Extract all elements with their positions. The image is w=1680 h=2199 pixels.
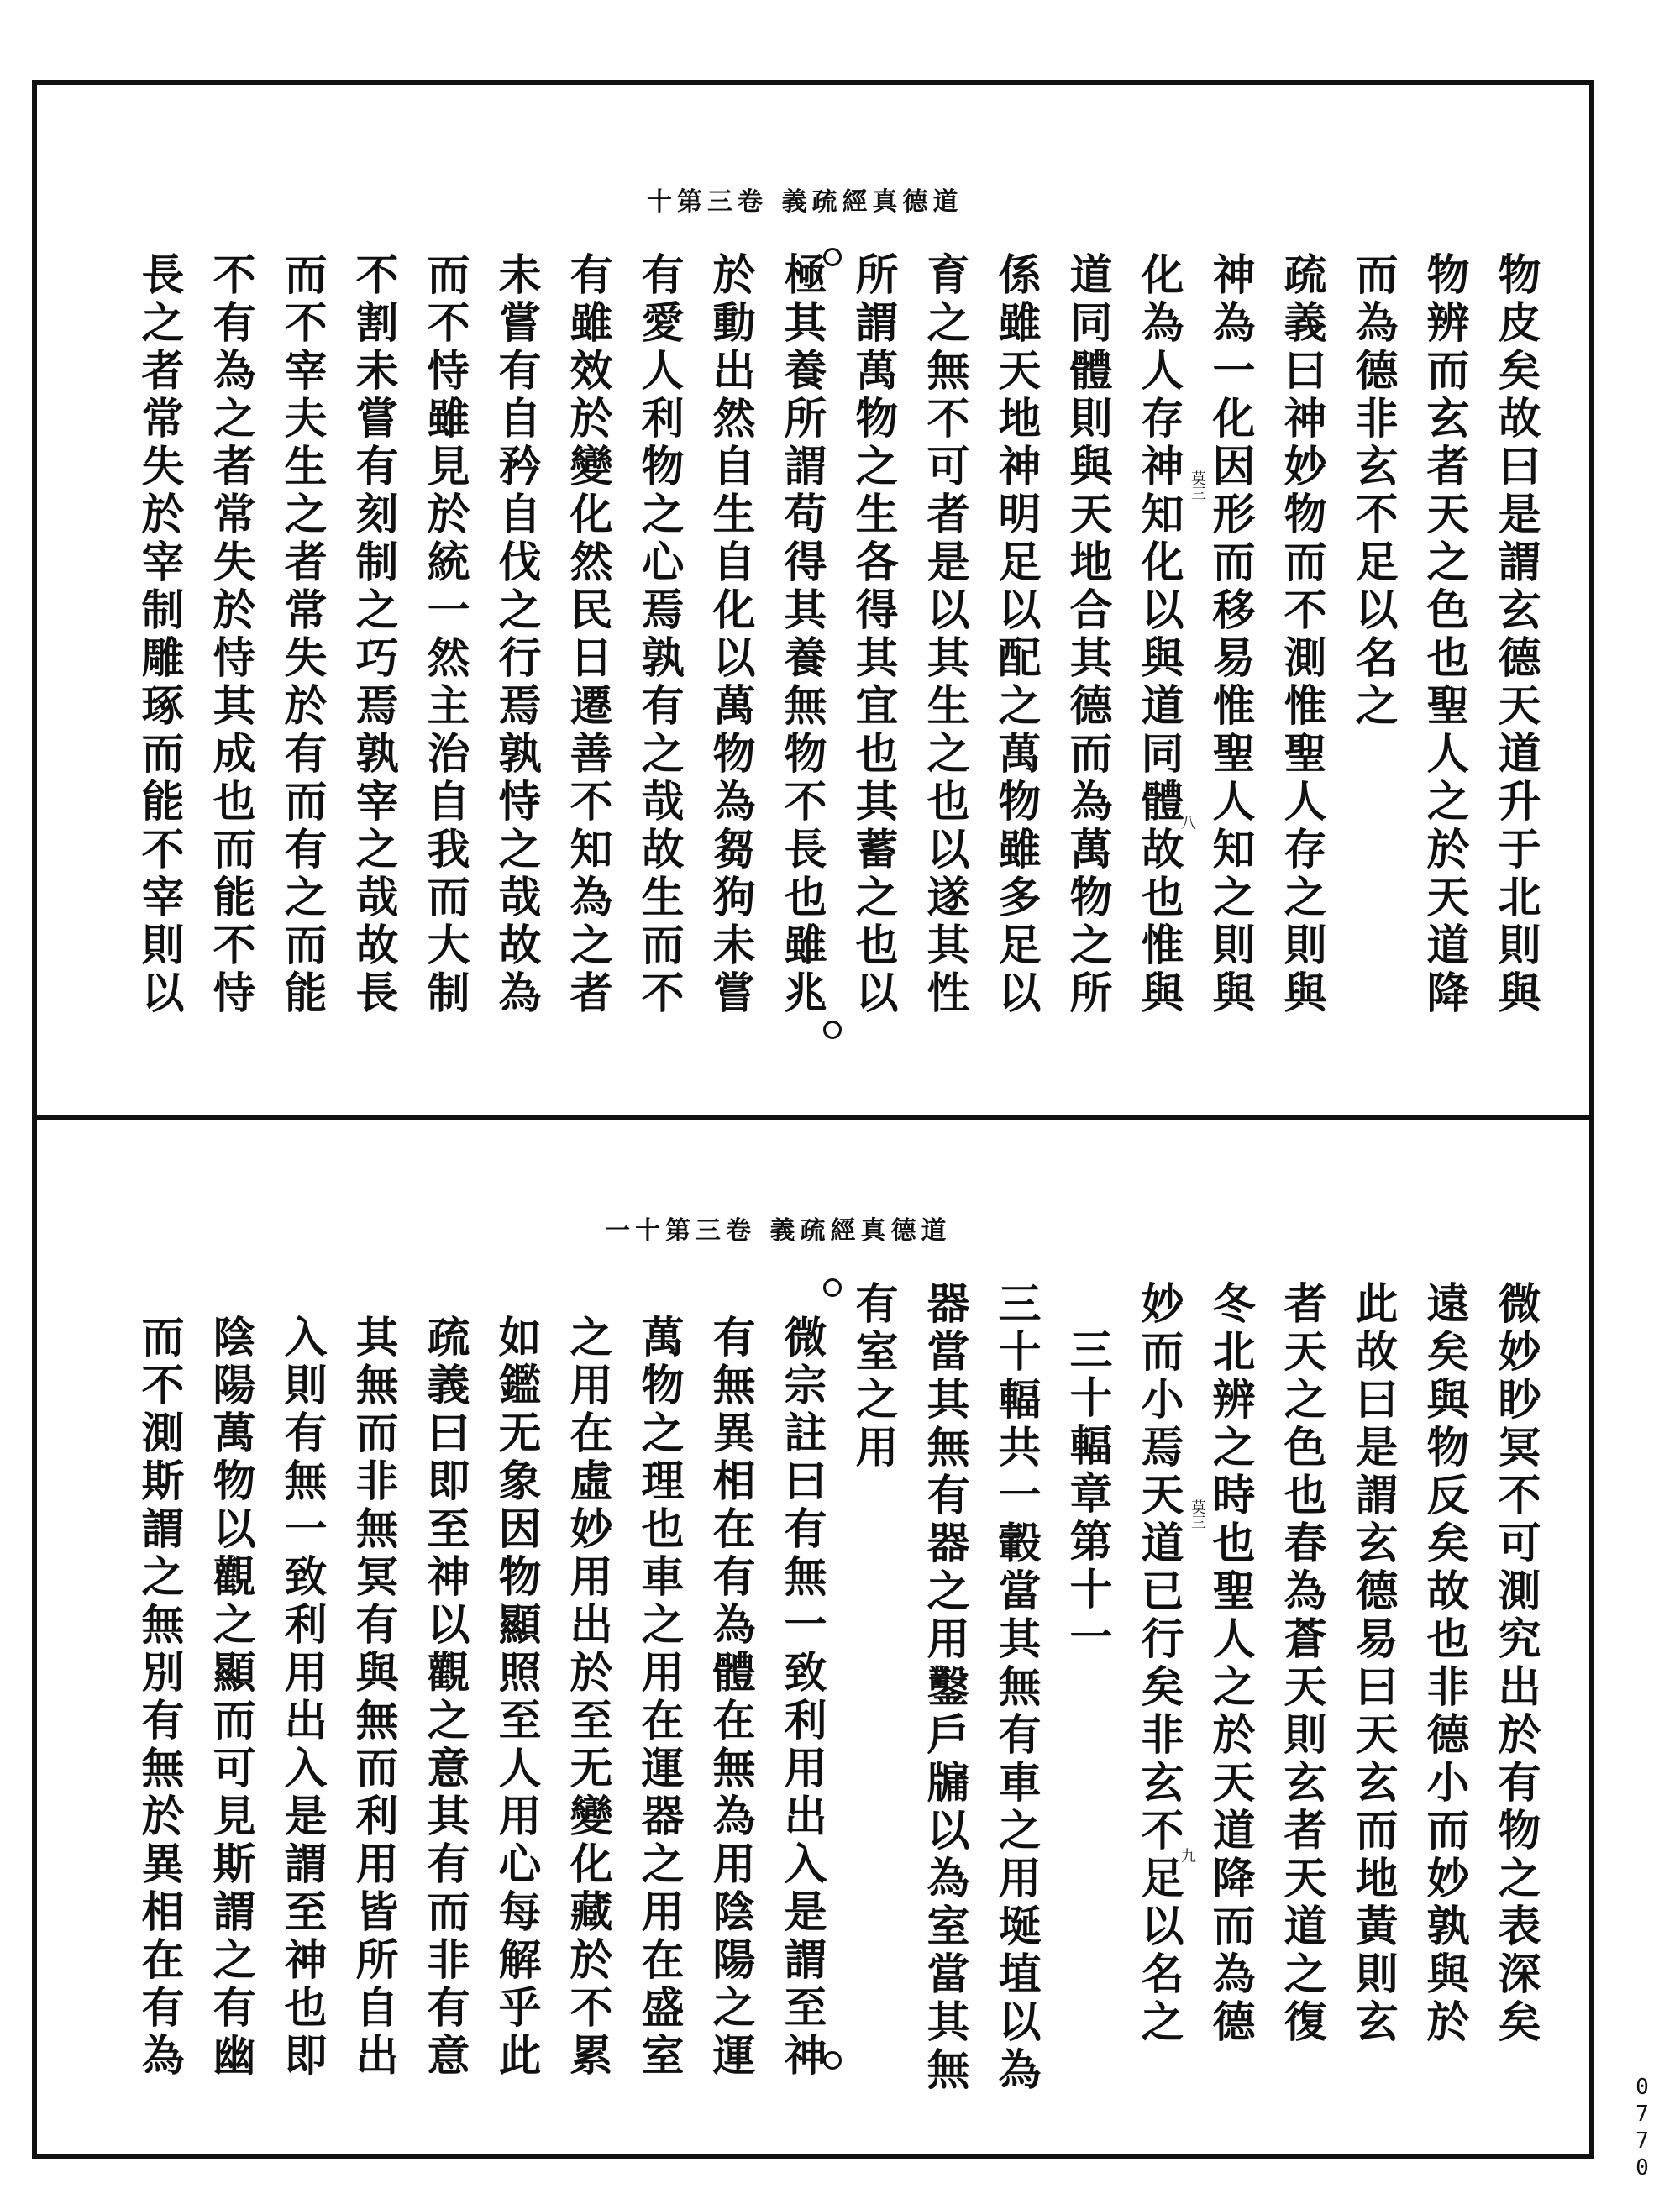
text-column: 而不測斯謂之無別有無於異相在有為 [134,1315,184,2081]
folio-mark: 八 [1179,815,1196,830]
text-column: 而不宰夫生之者常失於有而有之而能 [276,252,327,1018]
paragraph-marker [823,1278,842,1297]
text-column: 之用在虛妙用出於至无變化藏於不累 [562,1315,612,2081]
text-column: 此故曰是謂玄德易曰天玄而地黃則玄 [1347,1281,1398,2047]
chapter-title: 三十輻章第十一 [1062,1327,1112,1662]
text-column: 其無而非無冥有與無而利用皆所自出 [348,1315,398,2081]
paragraph-marker [823,2051,842,2070]
text-column: 有雖效於變化然民日遷善不知為之者 [562,252,612,1018]
text-column: 遠矣與物反矣故也非德小而妙孰與於 [1419,1281,1469,2047]
text-column: 微宗註曰有無一致利用出入是謂至神 [776,1315,827,2081]
header-top: 道德真經疏義 卷三第十 [647,187,963,217]
text-column: 道同體則與天地合其德而為萬物之所 [1062,252,1112,1018]
paragraph-marker [823,1021,842,1039]
text-column: 極其養所謂苟得其養無物不長也雖兆 [776,252,827,1018]
text-column: 係雖天地神明足以配之萬物雖多足以 [990,252,1041,1018]
panel-divider [32,1115,1594,1120]
text-column: 而為德非玄不足以名之 [1347,252,1398,731]
text-column: 微妙眇冥不可測究出於有物之表深矣 [1490,1281,1541,2047]
text-column: 物皮矣故曰是謂玄德天道升于北則與 [1490,252,1541,1018]
text-column: 長之者常失於宰制雕琢而能不宰則以 [134,252,184,1018]
paragraph-marker [823,248,842,266]
folio-mark: 莫三 [1189,470,1206,501]
header-bottom: 道德真經疏義 卷三第十一 [605,1216,952,1246]
text-column: 三十輻共一轂當其無有車之用埏埴以為 [990,1281,1041,2095]
text-column: 物辨而玄者天之色也聖人之於天道降 [1419,252,1469,1018]
page-number: 0770 [1630,2075,1655,2182]
text-column: 器當其無有器之用鑿戶牖以為室當其無 [919,1281,969,2095]
text-column: 如鑑无象因物顯照至人用心每解乎此 [491,1315,541,2081]
text-column: 有愛人利物之心焉孰有之哉故生而不 [633,252,684,1018]
text-column: 冬北辨之時也聖人之於天道降而為德 [1205,1281,1255,2047]
text-column: 不割未嘗有刻制之巧焉孰宰之哉故長 [348,252,398,1018]
text-column: 不有為之者常失於恃其成也而能不恃 [205,252,255,1018]
text-column: 未嘗有自矜自伐之行焉孰恃之哉故為 [491,252,541,1018]
text-column: 妙而小焉天道已行矣非玄不足以名之 [1133,1281,1184,2047]
text-column: 於動出然自生自化以萬物為芻狗未嘗 [705,252,755,1018]
text-column: 所謂萬物之生各得其宜也其蓄之也以 [848,252,898,1018]
text-column: 而不恃雖見於統一然主治自我而大制 [419,252,470,1018]
folio-mark: 莫三 [1189,1499,1206,1530]
text-column: 疏義曰即至神以觀之意其有而非有意 [419,1315,470,2081]
text-column: 陰陽萬物以觀之顯而可見斯謂之有幽 [205,1315,255,2081]
text-column: 者天之色也春為蒼天則玄者天道之復 [1276,1281,1326,2047]
text-column: 疏義曰神妙物而不測惟聖人存之則與 [1276,252,1326,1018]
text-column: 神為一化因形而移易惟聖人知之則與 [1205,252,1255,1018]
text-column: 化為人存神知化以與道同體故也惟與 [1133,252,1184,1018]
text-column: 育之無不可者是以其生之也以遂其性 [919,252,969,1018]
text-column: 有無異相在有為體在無為用陰陽之運 [705,1315,755,2081]
text-column: 萬物之理也車之用在運器之用在盛室 [633,1315,684,2081]
text-column: 入則有無一致利用出入是謂至神也即 [276,1315,327,2081]
folio-mark: 九 [1179,1848,1196,1863]
text-column: 有室之用 [848,1281,898,1472]
